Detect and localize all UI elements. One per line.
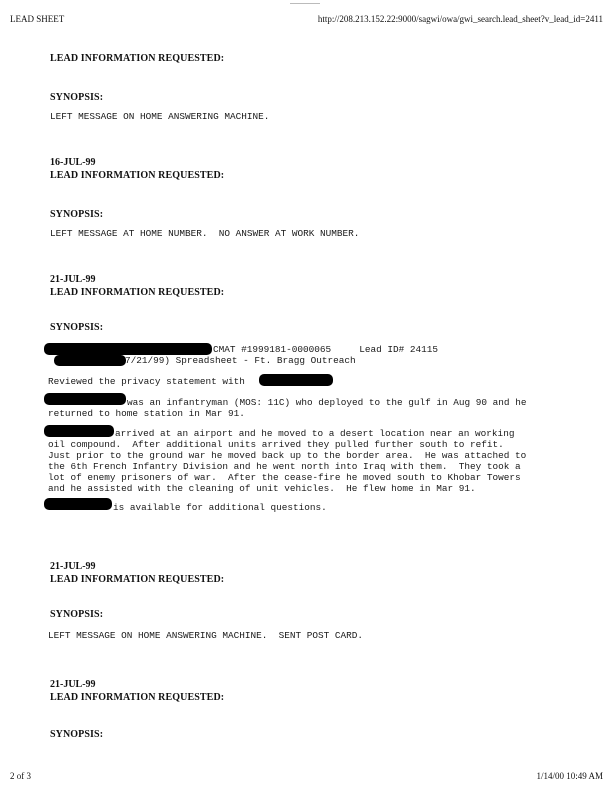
synopsis-paragraph: oil compound. After additional units arrived they pulled further south to refit. — [48, 439, 504, 450]
synopsis-paragraph: Reviewed the privacy statement with — [48, 376, 245, 387]
synopsis-text: LEFT MESSAGE ON HOME ANSWERING MACHINE. SENT POST CARD. — [48, 630, 364, 641]
entry-date: 16-JUL-99 — [50, 157, 96, 168]
page-number: 2 of 3 — [10, 771, 31, 781]
synopsis-paragraph: Just prior to the ground war he moved back up to the border area. He was attached to — [48, 450, 527, 461]
synopsis-heading: SYNOPSIS: — [50, 322, 104, 333]
print-timestamp: 1/14/00 10:49 AM — [536, 771, 603, 781]
synopsis-paragraph: returned to home station in Mar 91. — [48, 408, 245, 419]
redaction-block — [44, 343, 212, 355]
synopsis-text: LEFT MESSAGE AT HOME NUMBER. NO ANSWER AT WORK NUMBER. — [50, 228, 360, 239]
page-header-url: http://208.213.152.22:9000/sagwi/owa/gwi_search.lead_sheet?v_lead_id=2411 — [317, 14, 603, 24]
lead-info-heading: LEAD INFORMATION REQUESTED: — [50, 287, 225, 298]
entry-date: 21-JUL-99 — [50, 274, 96, 285]
redaction-block — [44, 393, 126, 405]
redaction-block — [44, 498, 112, 510]
synopsis-heading: SYNOPSIS: — [50, 609, 104, 620]
synopsis-heading: SYNOPSIS: — [50, 92, 104, 103]
synopsis-heading: SYNOPSIS: — [50, 209, 104, 220]
source-reference-line: 7/21/99) Spreadsheet - Ft. Bragg Outreach — [125, 355, 356, 366]
entry-date: 21-JUL-99 — [50, 561, 96, 572]
synopsis-paragraph: and he assisted with the cleaning of unit vehicles. He flew home in Mar 91. — [48, 483, 476, 494]
synopsis-paragraph: is available for additional questions. — [113, 502, 327, 513]
synopsis-text: LEFT MESSAGE ON HOME ANSWERING MACHINE. — [50, 111, 270, 122]
synopsis-heading: SYNOPSIS: — [50, 729, 104, 740]
lead-info-heading: LEAD INFORMATION REQUESTED: — [50, 574, 225, 585]
lead-info-heading: LEAD INFORMATION REQUESTED: — [50, 53, 225, 64]
lead-info-heading: LEAD INFORMATION REQUESTED: — [50, 692, 225, 703]
synopsis-paragraph: was an infantryman (MOS: 11C) who deployed to the gulf in Aug 90 and he — [127, 397, 527, 408]
redaction-block — [54, 355, 126, 366]
redaction-block — [44, 425, 114, 437]
redaction-block — [259, 374, 333, 386]
page-header-title: LEAD SHEET — [10, 14, 65, 24]
top-divider — [290, 3, 320, 4]
synopsis-paragraph: the 6th French Infantry Division and he went north into Iraq with them. They took a — [48, 461, 521, 472]
entry-date: 21-JUL-99 — [50, 679, 96, 690]
case-reference-line: CMAT #1999181-0000065 Lead ID# 24115 — [213, 344, 439, 355]
synopsis-paragraph: lot of enemy prisoners of war. After the cease-fire he moved south to Khobar Towers — [48, 472, 521, 483]
synopsis-paragraph: arrived at an airport and he moved to a desert location near an working — [115, 428, 515, 439]
lead-info-heading: LEAD INFORMATION REQUESTED: — [50, 170, 225, 181]
